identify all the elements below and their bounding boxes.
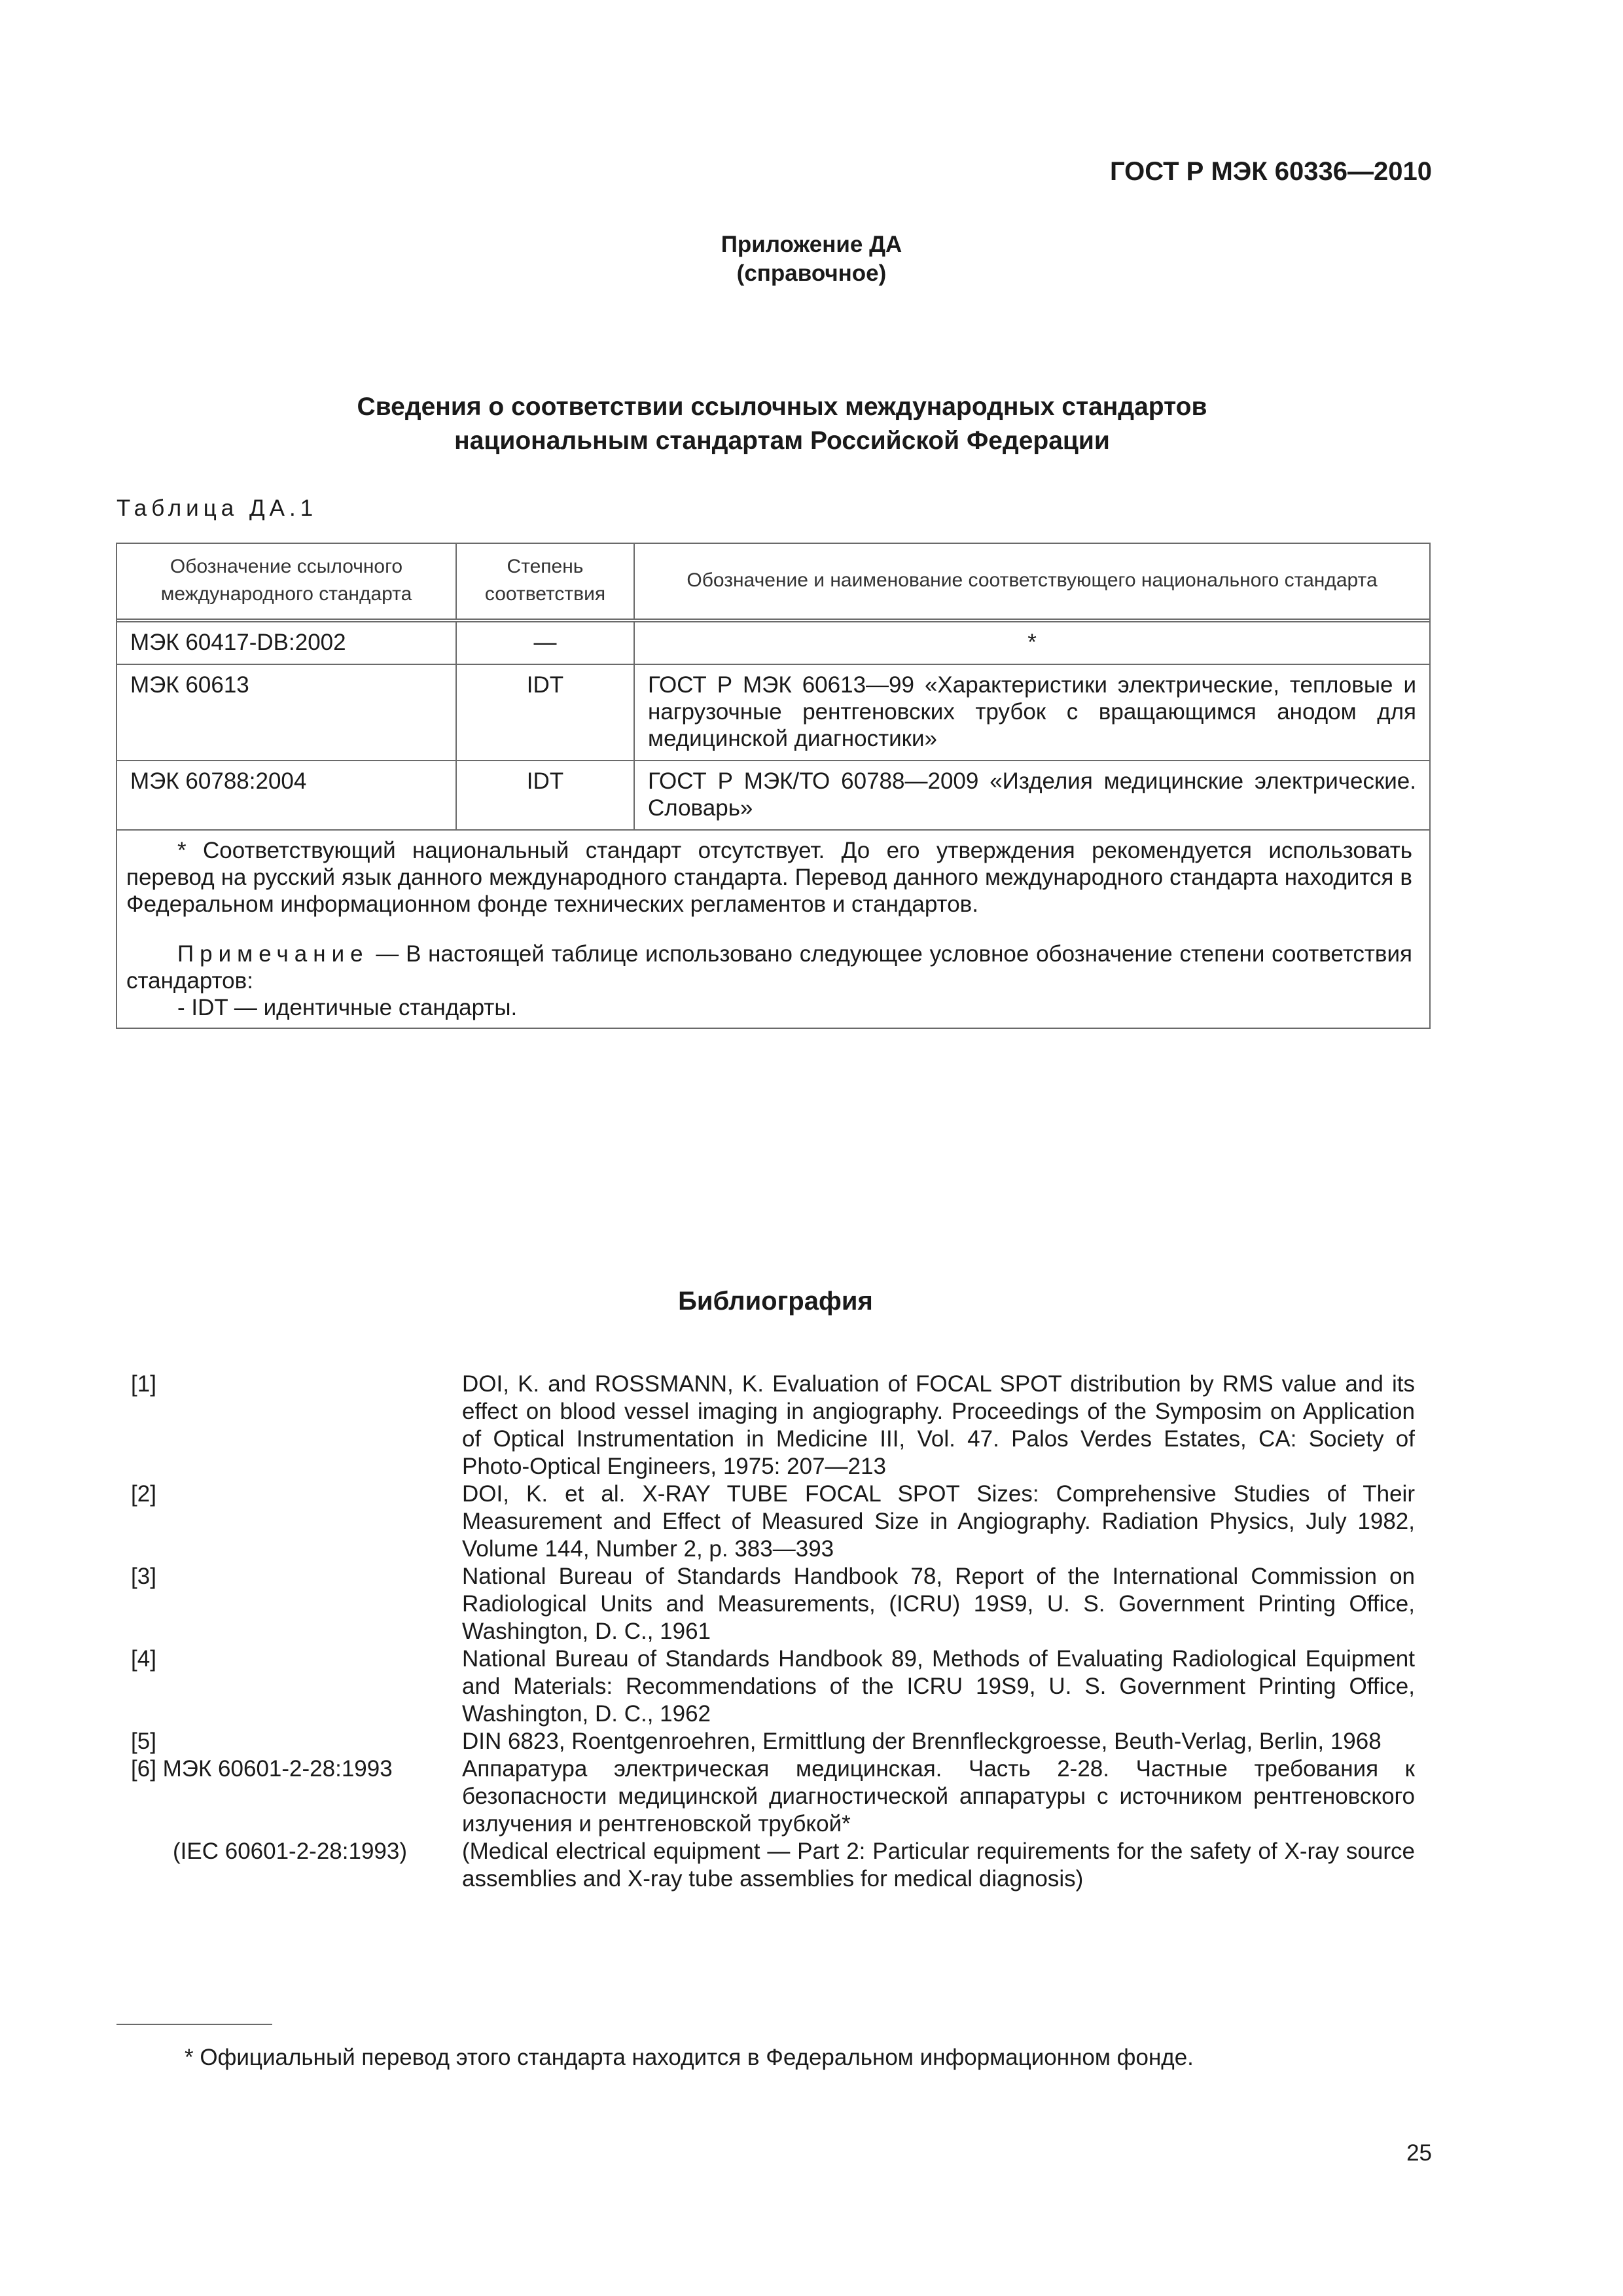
header-degree	[456, 544, 634, 620]
list-item	[131, 1838, 1415, 1893]
document-code: ГОСТ Р МЭК 60336—2010	[1109, 157, 1432, 186]
bib-label: [3]	[131, 1564, 156, 1589]
list-item	[131, 1728, 1415, 1755]
table-footnote: * Соответствующий национальный стандарт отсутствует. До его утверждения рекомендуется использовать перевод на русский язык данного международного стандарта. Перевод данного международного стандарта находится в Федеральном информационном фонде технических регламентов и стандартов.	[126, 838, 1412, 917]
bib-text: National Bureau of Standards Handbook 78, Report of the International Commission on Radiological Units and Measurements, (ICRU) 19S9, U. S. Government Printing Office, Washington, D. C., 1961	[462, 1564, 1415, 1644]
bibliography-title: Библиография	[678, 1287, 873, 1316]
table-row	[117, 664, 1429, 761]
bibliography-list	[131, 1371, 1415, 1893]
bib-text: Аппаратура электрическая медицинская. Часть 2-28. Частные требования к безопасности медицинской диагностической аппаратуры с источником рентгеновского излучения и рентгеновской трубкой*	[462, 1756, 1415, 1837]
cell-national: ГОСТ Р МЭК 60613—99 «Характеристики электрические, тепловые и нагрузочные рентгеновских трубок с вращающимся анодом для медицинской диагностики»	[634, 664, 1429, 761]
note-item: - IDT — идентичные стандарты.	[177, 995, 518, 1020]
cell-degree: IDT	[456, 664, 634, 761]
bib-text: National Bureau of Standards Handbook 89, Methods of Evaluating Radiological Equipment and Materials: Recommendations of the ICRU 19S9, U. S. Government Printing Office, Washington, D. C., 1962	[462, 1646, 1415, 1727]
list-item	[131, 1645, 1415, 1728]
page-footnote: * Официальный перевод этого стандарта находится в Федеральном информационном фонде.	[185, 2045, 1194, 2070]
list-item	[131, 1563, 1415, 1645]
cell-national: *	[634, 620, 1429, 664]
bib-text: DOI, K. and ROSSMANN, K. Evaluation of FOCAL SPOT distribution by RMS value and its effect on blood vessel imaging in angiography. Proceedings of the Symposim on Application of Optical Instrumentation in Medicine III, Vol. 47. Palos Verdes Estates, CA: Society of Photo-Optical Engineers, 1975: 207—213	[462, 1371, 1415, 1479]
bib-label: [2]	[131, 1481, 156, 1507]
list-item	[131, 1755, 1415, 1838]
note-text: — В настоящей таблице использовано следующее условное обозначение степени соответствия стандартов:	[126, 941, 1412, 994]
cell-degree: —	[456, 620, 634, 664]
cell-reference: МЭК 60788:2004	[117, 761, 456, 830]
bib-text: (Medical electrical equipment — Part 2: Particular requirements for the safety of X-ray source assemblies and X-ray tube assemblies for medical diagnosis)	[462, 1839, 1415, 1892]
page-number: 25	[1406, 2140, 1432, 2166]
list-item	[131, 1371, 1415, 1480]
cell-reference: МЭК 60613	[117, 664, 456, 761]
section-title-line-2: национальным стандартам Российской Федерации	[454, 427, 1110, 455]
table-notes	[117, 831, 1429, 1028]
bib-label: (IEC 60601-2-28:1993)	[173, 1839, 407, 1864]
section-title	[0, 390, 1564, 458]
header-col2-line2: соответствия	[484, 583, 606, 605]
header-col1-line1: Обозначение ссылочного	[169, 556, 403, 577]
table-row	[117, 620, 1429, 664]
cell-reference: МЭК 60417-DB:2002	[117, 620, 456, 664]
correspondence-table	[116, 543, 1431, 1029]
table-row	[117, 761, 1429, 830]
cell-degree: IDT	[456, 761, 634, 830]
table-header-row	[117, 544, 1429, 620]
annex-title: Приложение ДА	[721, 232, 902, 257]
annex-heading	[0, 230, 1623, 288]
table-label: Таблица ДА.1	[116, 495, 318, 521]
cell-national: ГОСТ Р МЭК/ТО 60788—2009 «Изделия медицинские электрические. Словарь»	[634, 761, 1429, 830]
header-col1-line2: международного стандарта	[160, 583, 412, 605]
bib-label: [1]	[131, 1371, 156, 1397]
list-item	[131, 1480, 1415, 1563]
bib-text: DOI, K. et al. X-RAY TUBE FOCAL SPOT Sizes: Comprehensive Studies of Their Measurement and Effect of Measured Size in Angiography. Radiation Physics, July 1982, Volume 144, Number 2, p. 383—393	[462, 1481, 1415, 1562]
section-title-line-1: Сведения о соответствии ссылочных международных стандартов	[357, 393, 1207, 421]
header-col2-line1: Степень	[507, 556, 584, 577]
header-reference-standard	[117, 544, 456, 620]
header-national-standard: Обозначение и наименование соответствующего национального стандарта	[634, 544, 1429, 620]
bib-label: [5]	[131, 1729, 156, 1754]
annex-subtitle: (справочное)	[736, 260, 887, 286]
bib-label: [4]	[131, 1646, 156, 1672]
note-label: Примечание	[177, 941, 369, 967]
bib-label: [6] МЭК 60601-2-28:1993	[131, 1756, 393, 1782]
footnote-divider	[116, 2024, 272, 2025]
bib-text: DIN 6823, Roentgenroehren, Ermittlung der Brennfleckgroesse, Beuth-Verlag, Berlin, 1968	[462, 1729, 1382, 1754]
table-note	[126, 941, 1412, 994]
